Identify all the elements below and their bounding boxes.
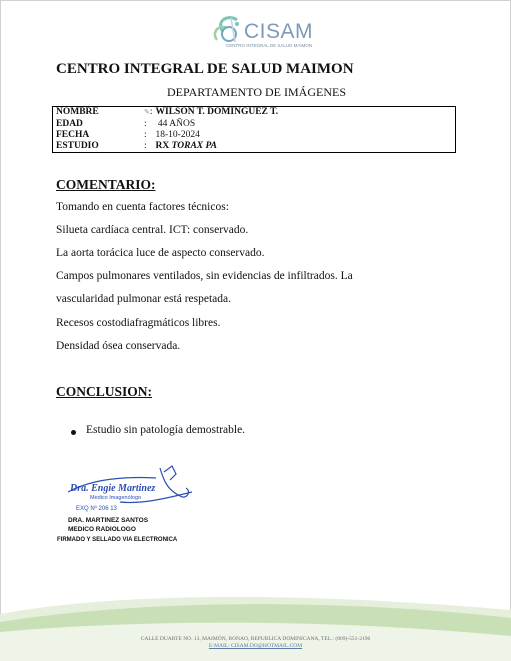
table-row xyxy=(53,129,456,140)
age-value: 44 AÑOS xyxy=(155,118,196,129)
svg-text:Dra. Engie Martinez: Dra. Engie Martinez xyxy=(70,483,156,494)
patient-name-value: WILSON T. DOMINGUEZ T. xyxy=(155,107,279,118)
table-row xyxy=(53,118,456,129)
colon: : xyxy=(144,118,147,129)
colon: ✎: xyxy=(144,107,153,118)
age-label: EDAD xyxy=(56,118,83,129)
colon: : xyxy=(144,129,147,140)
comment-line: La aorta torácica luce de aspecto conservado. xyxy=(56,247,265,259)
conclusion-item: Estudio sin patología demostrable. xyxy=(86,424,246,436)
logo-text: CISAM xyxy=(244,20,314,43)
colon: : xyxy=(144,141,147,152)
comment-line: Densidad ósea conservada. xyxy=(56,340,181,352)
patient-info-table xyxy=(52,106,456,153)
bullet-icon xyxy=(71,430,76,435)
footer-wave-band xyxy=(0,592,511,661)
signature-stamp-icon xyxy=(60,462,200,522)
signature-name: DRA. MARTINEZ SANTOS MEDICO RADIOLOGO xyxy=(68,517,149,533)
patient-name-label: NOMBRE xyxy=(56,107,99,118)
comment-line: Silueta cardíaca central. ICT: conservado. xyxy=(56,224,249,236)
svg-text:EXQ Nº 206 13: EXQ Nº 206 13 xyxy=(76,506,117,512)
footer-address: CALLE DUARTE NO. 13, MAIMÓN, BONAO, REPUBLICA DOMINICANA, TEL.: (809)-551-2196 xyxy=(140,636,371,642)
signature-note: FIRMADO Y SELLADO VIA ELECTRONICA xyxy=(57,537,178,543)
date-value: 18-10-2024 xyxy=(155,129,200,140)
table-row xyxy=(53,107,456,119)
study-label: ESTUDIO xyxy=(56,141,99,152)
comment-line: vascularidad pulmonar está respetada. xyxy=(56,293,231,305)
comment-line: Campos pulmonares ventilados, sin evidencias de infiltrados. La xyxy=(56,270,353,282)
page-title: CENTRO INTEGRAL DE SALUD MAIMON xyxy=(56,61,354,77)
comment-line: Tomando en cuenta factores técnicos: xyxy=(56,201,229,213)
comment-heading: COMENTARIO: xyxy=(56,177,156,192)
footer-email-link[interactable]: E-MAIL: CISAM.DO@HOTMAIL.COM xyxy=(208,643,303,649)
table-row xyxy=(53,141,456,153)
study-value: RX TORAX PA xyxy=(155,141,217,152)
svg-text:Medico Imagenólogo: Medico Imagenólogo xyxy=(90,495,142,501)
pen-icon: ✎ xyxy=(144,108,150,117)
logo-subtitle: CENTRO INTEGRAL DE SALUD MAIMON xyxy=(226,43,313,48)
comment-line: Recesos costodiafragmáticos libres. xyxy=(56,317,221,329)
date-label: FECHA xyxy=(56,129,90,140)
conclusion-heading: CONCLUSION: xyxy=(56,384,153,399)
department-title: DEPARTAMENTO DE IMÁGENES xyxy=(167,85,346,99)
